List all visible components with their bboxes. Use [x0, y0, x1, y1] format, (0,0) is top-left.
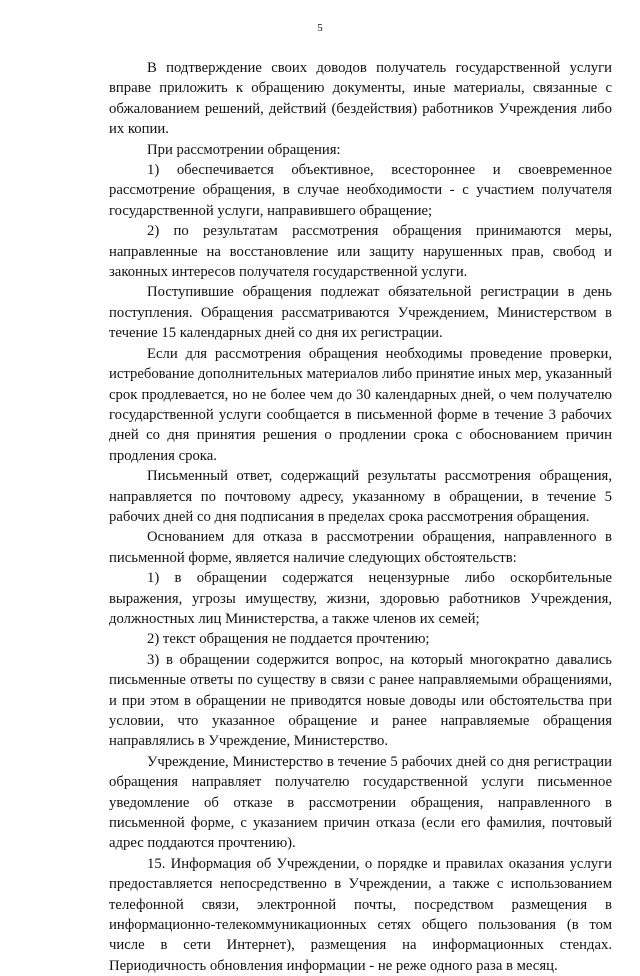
paragraph-refusal-grounds: Основанием для отказа в рассмотрении обращения, направленного в письменной форме, является наличие следующих обстоятельств: [109, 529, 612, 566]
paragraph-review-item-1: 1) обеспечивается объективное, всестороннее и своевременное рассмотрение обращения, в случае необходимости - с участием получателя государственной услуги, направившего обращение; [109, 162, 612, 219]
paragraph-refusal-item-1: 1) в обращении содержатся нецензурные либо оскорбительные выражения, угрозы имуществу, жизни, здоровью работников Учреждения, должностных лиц Министерства, а также членов их семей; [109, 570, 612, 627]
paragraph-written-answer: Письменный ответ, содержащий результаты рассмотрения обращения, направляется по почтовому адресу, указанному в обращении, в течение 5 рабочих дней со дня подписания в пределах срока рассмотрения обращения. [109, 468, 612, 525]
paragraph-appeal-documents: В подтверждение своих доводов получатель государственной услуги вправе приложить к обращению документы, иные материалы, связанные с обжалованием решений, действий (бездействия) работников Учреждения либо их копии. [109, 60, 612, 138]
paragraph-registration: Поступившие обращения подлежат обязательной регистрации в день поступления. Обращения рассматриваются Учреждением, Министерством в течение 15 календарных дней со дня их регистрации. [109, 284, 612, 342]
paragraph-refusal-item-2: 2) текст обращения не поддается прочтению; [147, 631, 430, 648]
document-body [109, 58, 612, 976]
paragraph-section-15-information: 15. Информация об Учреждении, о порядке и правилах оказания услуги предоставляется непосредственно в Учреждении, а также с использованием телефонной связи, электронной почты, посредством размещения в информационно-телекоммуникационных сетях общего пользования (в том числе в сети Интернет), размещения на информационных стендах. Периодичность обновления информации - не реже одного раза в месяц. [109, 855, 612, 974]
paragraph-refusal-item-3: 3) в обращении содержится вопрос, на который многократно давались письменные ответы по существу в связи с ранее направляемыми обращениями, и при этом в обращении не приводятся новые доводы или обстоятельства при условии, что указанное обращение и ранее направляемые обращения направлялись в Учреждение, Министерство. [109, 651, 612, 750]
paragraph-review-intro: При рассмотрении обращения: [147, 141, 341, 158]
paragraph-term-extension: Если для рассмотрения обращения необходимы проведение проверки, истребование дополнительных материалов либо принятие иных мер, указанный срок продлевается, но не более чем до 30 календарных дней, о чем получателю государственной услуги сообщается в письменной форме в течение 3 рабочих дней со дня принятия решения о продлении срока с обоснованием причин продления срока. [109, 345, 612, 464]
paragraph-refusal-notice: Учреждение, Министерство в течение 5 рабочих дней со дня регистрации обращения направляет получателю государственной услуги письменное уведомление об отказе в рассмотрении обращения, направленного в письменной форме, с указанием причин отказа (если его фамилия, почтовый адрес поддаются прочтению). [109, 753, 612, 852]
page-number: 5 [317, 22, 323, 34]
paragraph-review-item-2: 2) по результатам рассмотрения обращения принимаются меры, направленные на восстановление или защиту нарушенных прав, свобод и законных интересов получателя государственной услуги. [109, 223, 612, 281]
